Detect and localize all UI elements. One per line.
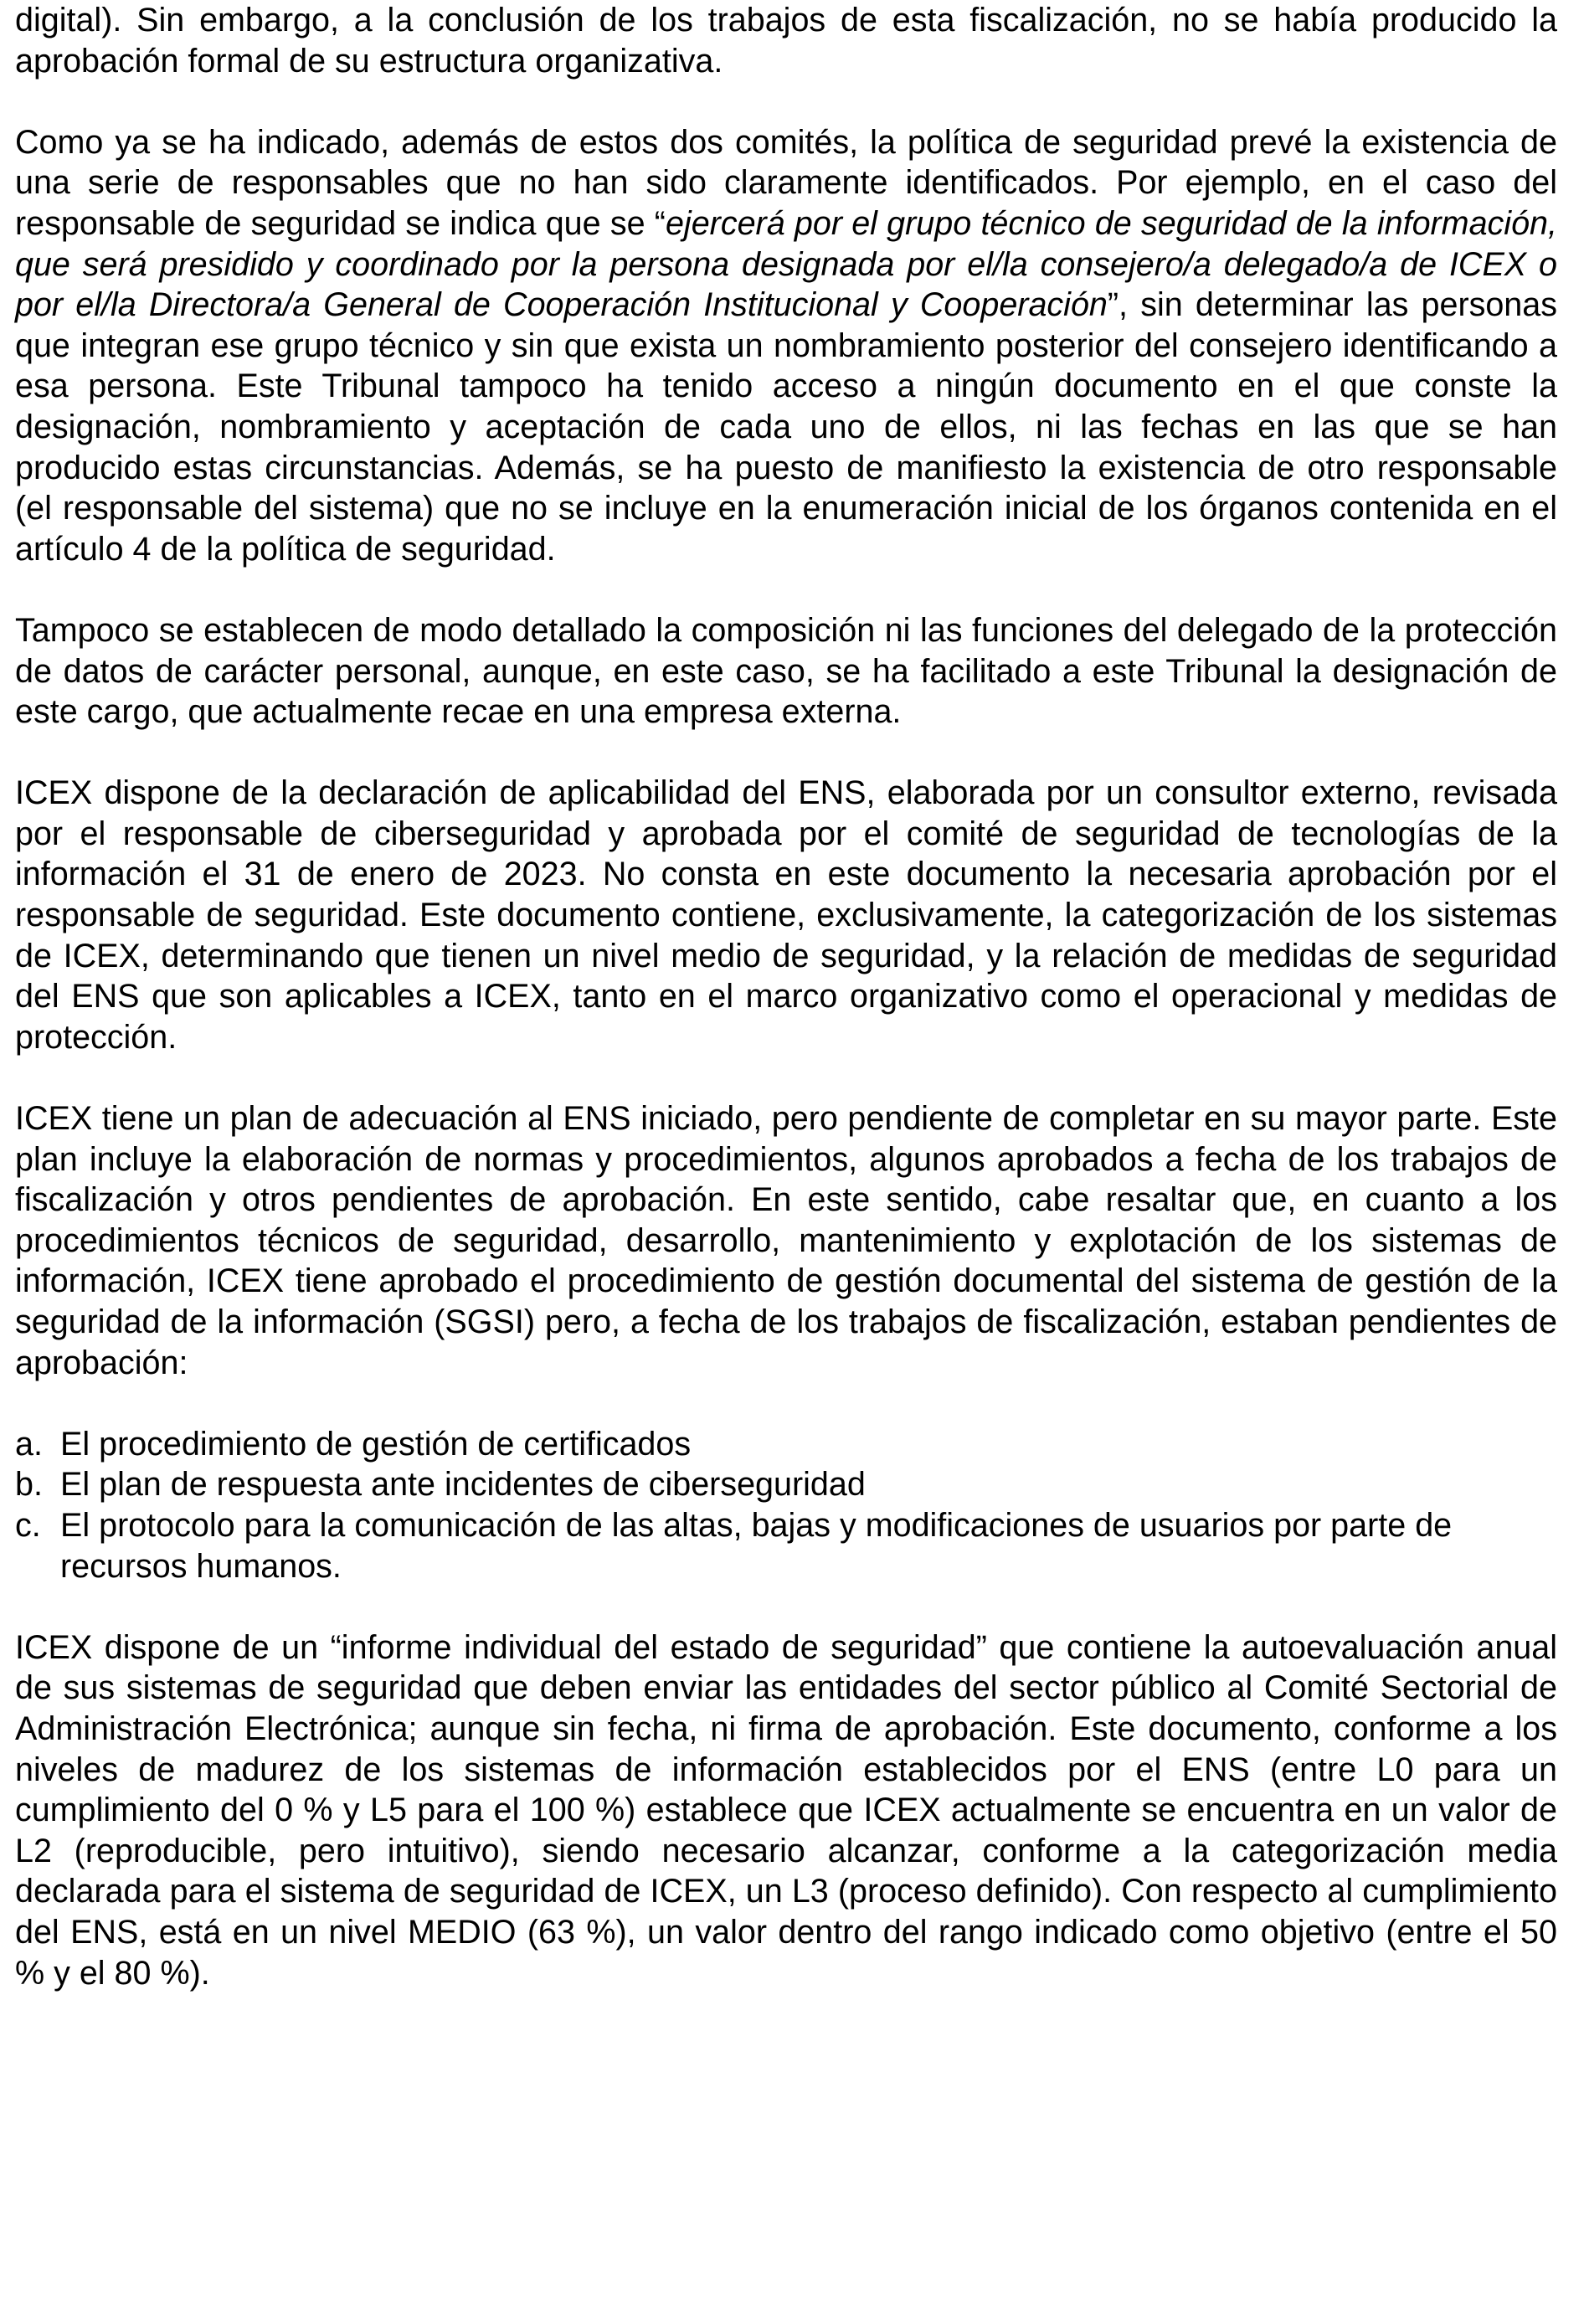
list-marker: b. bbox=[15, 1466, 43, 1504]
list-item-text: El protocolo para la comunicación de las altas, bajas y modificaciones de usuarios por parte de recursos humanos. bbox=[60, 1506, 1453, 1585]
paragraph-text: Como ya se ha indicado, además de estos dos comités, la política de seguridad prevé la existencia de una serie de responsables que no han sido claramente identificados. Por ejemplo, en el caso del responsable de seguridad se indica que se “ bbox=[15, 123, 1557, 242]
document-page bbox=[15, 0, 1557, 2034]
paragraph-text: ”, sin determinar las personas que integran ese grupo técnico y sin que exista un nombramiento posterior del consejero identificando a esa persona. Este Tribunal tampoco ha tenido acceso a ningún documento en el que conste la designación, nombramiento y aceptación de cada uno de ellos, ni las fechas en las que se han producido estas circunstancias. Además, se ha puesto de manifiesto la existencia de otro responsable (el responsable del sistema) que no se incluye en la enumeración inicial de los órganos contenida en el artículo 4 de la política de seguridad. bbox=[15, 286, 1557, 568]
paragraph-data-protection-officer: Tampoco se establecen de modo detallado la composición ni las funciones del delegado de la protección de datos de carácter personal, aunque, en este caso, se ha facilitado a este Tribunal la designación de este cargo, que actualmente recae en una empresa externa. bbox=[15, 611, 1557, 731]
list-item bbox=[15, 1424, 1557, 1465]
pending-approval-list bbox=[15, 1424, 1557, 1586]
paragraph-adequacy-plan: ICEX tiene un plan de adecuación al ENS iniciado, pero pendiente de completar en su mayor parte. Este plan incluye la elaboración de normas y procedimientos, algunos aprobados a fecha de los trabajos de fiscalización y otros pendientes de aprobación. En este sentido, cabe resaltar que, en cuanto a los procedimientos técnicos de seguridad, desarrollo, mantenimiento y explotación de los sistemas de información, ICEX tiene aprobado el procedimiento de gestión documental del sistema de gestión de la seguridad de la información (SGSI) pero, a fecha de los trabajos de fiscalización, estaban pendientes de aprobación: bbox=[15, 1100, 1557, 1381]
list-item bbox=[15, 1505, 1557, 1586]
list-item-text: El plan de respuesta ante incidentes de ciberseguridad bbox=[60, 1466, 866, 1504]
paragraph-security-status-report: ICEX dispone de un “informe individual del estado de seguridad” que contiene la autoevaluación anual de sus sistemas de seguridad que deben enviar las entidades del sector público al Comité Sectorial de Administración Electrónica; aunque sin fecha, ni firma de aprobación. Este documento, conforme a los niveles de madurez de los sistemas de información establecidos por el ENS (entre L0 para un cumplimiento del 0 % y L5 para el 100 %) establece que ICEX actualmente se encuentra en un valor de L2 (reproducible, pero intuitivo), siendo necesario alcanzar, conforme a la categorización media declarada para el sistema de seguridad de ICEX, un L3 (proceso definido). Con respecto al cumplimiento del ENS, está en un nivel MEDIO (63 %), un valor dentro del rango indicado como objetivo (entre el 50 % y el 80 %). bbox=[15, 1628, 1557, 1992]
list-marker: a. bbox=[15, 1425, 43, 1463]
list-marker: c. bbox=[15, 1506, 41, 1544]
list-item-text: El procedimiento de gestión de certificados bbox=[60, 1425, 692, 1463]
list-item bbox=[15, 1464, 1557, 1505]
paragraph-applicability-declaration: ICEX dispone de la declaración de aplicabilidad del ENS, elaborada por un consultor externo, revisada por el responsable de ciberseguridad y aprobada por el comité de seguridad de tecnologías de la información el 31 de enero de 2023. No consta en este documento la necesaria aprobación por el responsable de seguridad. Este documento contiene, exclusivamente, la categorización de los sistemas de ICEX, determinando que tienen un nivel medio de seguridad, y la relación de medidas de seguridad del ENS que son aplicables a ICEX, tanto en el marco organizativo como el operacional y medidas de protección. bbox=[15, 774, 1557, 1056]
quoted-text: ejercerá por el grupo técnico de seguridad de la información, que será presidido y coordinado por la persona designada por el/la consejero/a delegado/a de ICEX o por el/la Directora/a General de Cooperación Institucional y Cooperación bbox=[15, 204, 1557, 324]
paragraph-security-responsibles bbox=[15, 122, 1557, 570]
paragraph-organizational-structure: digital). Sin embargo, a la conclusión de los trabajos de esta fiscalización, no se había producido la aprobación formal de su estructura organizativa. bbox=[15, 2, 1557, 80]
